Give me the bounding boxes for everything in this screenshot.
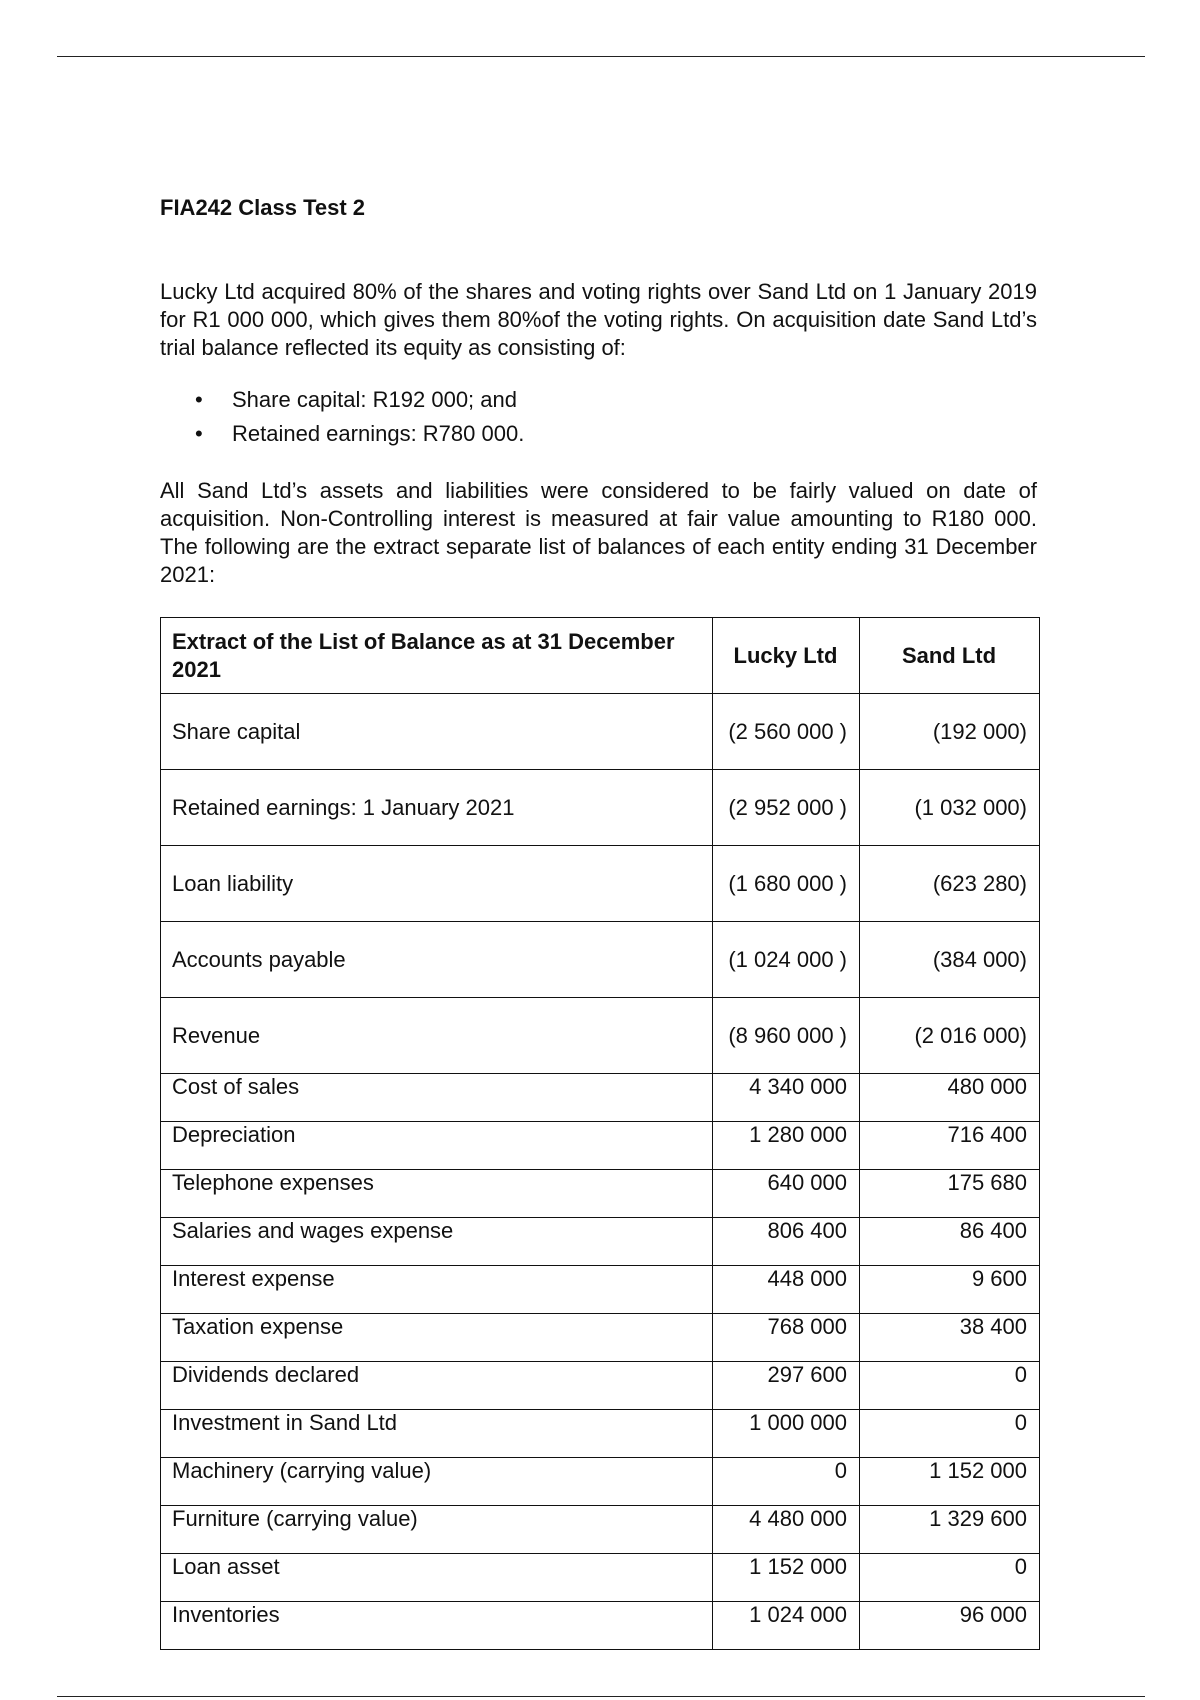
lucky-value: 768 000 [713,1314,860,1362]
lucky-value: 1 152 000 [713,1554,860,1602]
list-item-text: Share capital: R192 000; and [232,387,517,412]
table-row [161,1170,1040,1218]
table-row [161,846,1040,922]
row-label: Share capital [161,694,713,770]
list-item-text: Retained earnings: R780 000. [232,421,525,446]
list-item [160,420,524,454]
sand-value: 480 000 [860,1074,1040,1122]
lucky-value: 1 000 000 [713,1410,860,1458]
sand-value: 0 [860,1362,1040,1410]
lucky-value: (2 952 000 ) [713,770,860,846]
sand-value: 0 [860,1410,1040,1458]
lucky-value: 806 400 [713,1218,860,1266]
sand-value: (2 016 000) [860,998,1040,1074]
row-label: Dividends declared [161,1362,713,1410]
table-header-row [161,618,1040,694]
table-row [161,1410,1040,1458]
table-row [161,1218,1040,1266]
row-label: Accounts payable [161,922,713,998]
sand-value: 1 329 600 [860,1506,1040,1554]
page-title: FIA242 Class Test 2 [160,195,366,220]
header-lucky-ltd: Lucky Ltd [713,618,860,694]
lucky-value: 1 280 000 [713,1122,860,1170]
page-bottom-rule [57,1696,1145,1697]
row-label: Retained earnings: 1 January 2021 [161,770,713,846]
lucky-value: 448 000 [713,1266,860,1314]
table-row [161,1314,1040,1362]
lucky-value: (1 680 000 ) [713,846,860,922]
row-label: Loan asset [161,1554,713,1602]
equity-bullet-list [160,386,524,454]
table-row [161,1266,1040,1314]
table-row [161,1602,1040,1650]
bullet-icon: • [195,387,203,412]
sand-value: (623 280) [860,846,1040,922]
row-label: Salaries and wages expense [161,1218,713,1266]
lucky-value: 4 340 000 [713,1074,860,1122]
row-label: Loan liability [161,846,713,922]
sand-value: 86 400 [860,1218,1040,1266]
row-label: Revenue [161,998,713,1074]
table-row [161,1122,1040,1170]
lucky-value: (8 960 000 ) [713,998,860,1074]
sand-value: 1 152 000 [860,1458,1040,1506]
sand-value: (1 032 000) [860,770,1040,846]
row-label: Interest expense [161,1266,713,1314]
intro-paragraph: Lucky Ltd acquired 80% of the shares and voting rights over Sand Ltd on 1 January 2019 for R1 000 000, which gives them 80%of the voting rights. On acquisition date Sand Ltd’s trial balance reflected its equity as consisting of: [160,279,1037,360]
row-label: Furniture (carrying value) [161,1506,713,1554]
lucky-value: 640 000 [713,1170,860,1218]
sand-value: (192 000) [860,694,1040,770]
table-row [161,998,1040,1074]
sand-value: (384 000) [860,922,1040,998]
table-row [161,1554,1040,1602]
row-label: Machinery (carrying value) [161,1458,713,1506]
sand-value: 38 400 [860,1314,1040,1362]
row-label: Telephone expenses [161,1170,713,1218]
lucky-value: 1 024 000 [713,1602,860,1650]
balances-table [160,617,1040,1650]
table-row [161,694,1040,770]
table-row [161,1506,1040,1554]
row-label: Inventories [161,1602,713,1650]
lucky-value: 297 600 [713,1362,860,1410]
row-label: Depreciation [161,1122,713,1170]
lucky-value: (2 560 000 ) [713,694,860,770]
valuation-paragraph: All Sand Ltd’s assets and liabilities were considered to be fairly valued on date of acquisition. Non-Controlling interest is measured at fair value amounting to R180 000. The following are the extract separate list of balances of each entity ending 31 December 2021: [160,478,1037,587]
sand-value: 0 [860,1554,1040,1602]
row-label: Cost of sales [161,1074,713,1122]
sand-value: 9 600 [860,1266,1040,1314]
table-row [161,1362,1040,1410]
table-row [161,770,1040,846]
table-row [161,1458,1040,1506]
list-item [160,386,524,420]
table-row [161,1074,1040,1122]
lucky-value: 0 [713,1458,860,1506]
row-label: Taxation expense [161,1314,713,1362]
lucky-value: (1 024 000 ) [713,922,860,998]
sand-value: 716 400 [860,1122,1040,1170]
sand-value: 175 680 [860,1170,1040,1218]
header-description: Extract of the List of Balance as at 31 December 2021 [161,618,713,694]
header-sand-ltd: Sand Ltd [860,618,1040,694]
bullet-icon: • [195,421,203,446]
row-label: Investment in Sand Ltd [161,1410,713,1458]
table-row [161,922,1040,998]
page-top-rule [57,56,1145,57]
sand-value: 96 000 [860,1602,1040,1650]
lucky-value: 4 480 000 [713,1506,860,1554]
